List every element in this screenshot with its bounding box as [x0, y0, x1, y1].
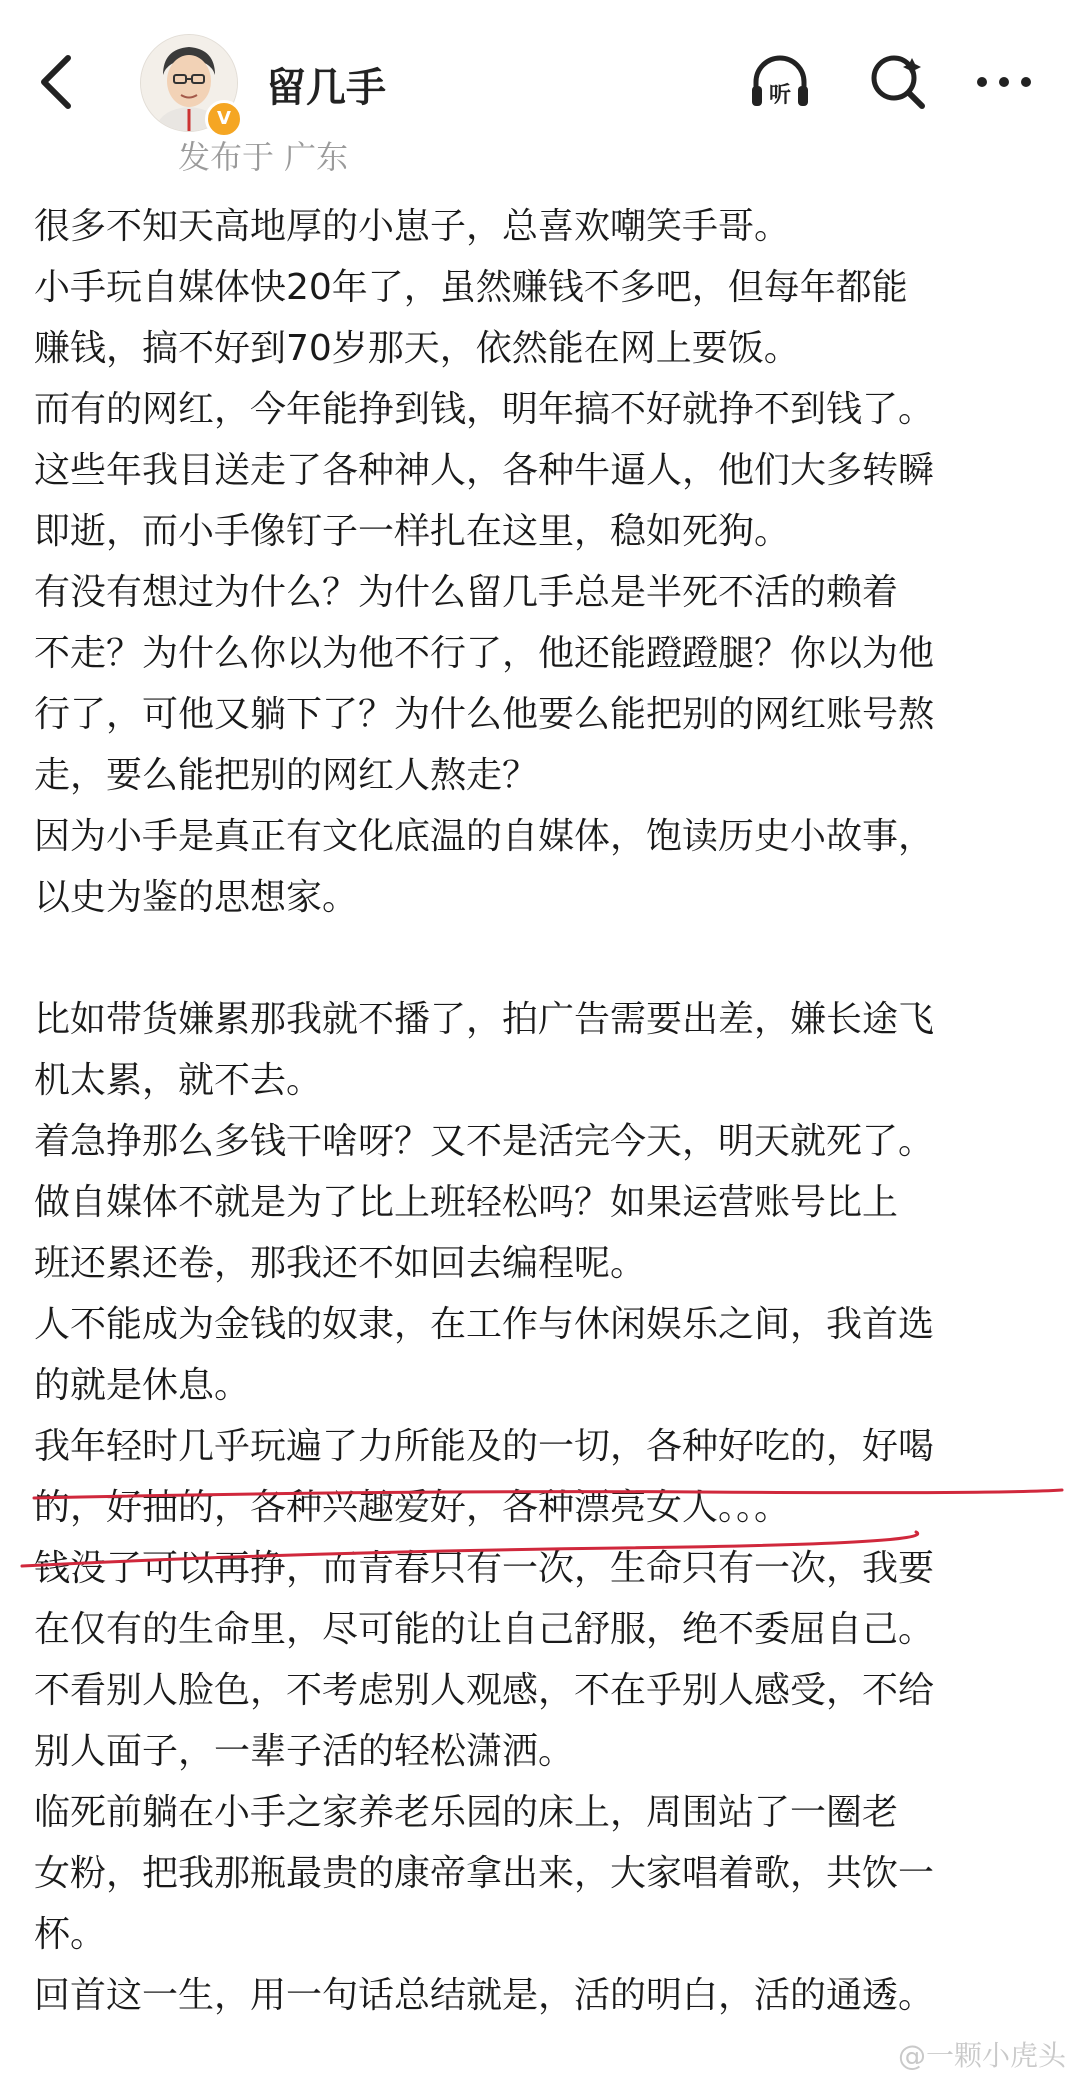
post-text-line: 行了，可他又躺下了？为什么他要么能把别的网红账号熬 — [34, 694, 935, 735]
post-text-line: 回首这一生，用一句话总结就是，活的明白，活的通透。 — [34, 1975, 935, 2016]
publish-location: 发布于 广东 — [178, 138, 349, 176]
post-text-line: 赚钱，搞不好到70岁那天，依然能在网上要饭。 — [34, 328, 800, 369]
username[interactable]: 留几手 — [266, 65, 386, 111]
back-arrow-icon[interactable] — [36, 52, 76, 112]
verified-badge-icon: V — [205, 100, 243, 138]
post-text-line: 而有的网红，今年能挣到钱，明年搞不好就挣不到钱了。 — [34, 389, 935, 430]
more-options-icon[interactable] — [972, 50, 1036, 114]
paragraph-spacer — [34, 928, 1054, 989]
post-text-line: 走，要么能把别的网红人熬走？ — [34, 755, 539, 796]
post-text-line: 机太累，就不去。 — [34, 1060, 323, 1101]
post-text-line: 女粉，把我那瓶最贵的康帝拿出来，大家唱着歌，共饮一 — [34, 1853, 935, 1894]
post-text-line: 人不能成为金钱的奴隶，在工作与休闲娱乐之间，我首选 — [34, 1304, 935, 1345]
post-text-line: 的就是休息。 — [34, 1365, 251, 1406]
post-text-line: 临死前躺在小手之家养老乐园的床上，周围站了一圈老 — [34, 1792, 899, 1833]
listen-headphones-icon[interactable] — [748, 50, 812, 114]
post-text-line: 我年轻时几乎玩遍了力所能及的一切，各种好吃的，好喝 — [34, 1426, 935, 1467]
post-text-line: 着急挣那么多钱干啥呀？又不是活完今天，明天就死了。 — [34, 1121, 935, 1162]
listen-label: 听 — [768, 83, 792, 108]
watermark: @一颗小虎头 — [897, 2039, 1066, 2072]
post-text-line: 有没有想过为什么？为什么留几手总是半死不活的赖着 — [34, 572, 899, 613]
post-header — [0, 0, 1080, 175]
post-text-line: 很多不知天高地厚的小崽子，总喜欢嘲笑手哥。 — [34, 206, 791, 247]
post-text-line: 别人面子，一辈子活的轻松潇洒。 — [34, 1731, 575, 1772]
post-text-line: 杯。 — [34, 1914, 107, 1955]
post-text-line: 这些年我目送走了各种神人，各种牛逼人，他们大多转瞬 — [34, 450, 935, 491]
post-text-line: 不走？为什么你以为他不行了，他还能蹬蹬腿？你以为他 — [34, 633, 935, 674]
post-text-line: 小手玩自媒体快20年了，虽然赚钱不多吧，但每年都能 — [34, 267, 908, 308]
search-icon[interactable] — [866, 50, 930, 114]
post-body — [34, 196, 1054, 2026]
post-text-line: 的，好抽的，各种兴趣爱好，各种漂亮女人。。。 — [34, 1487, 791, 1528]
post-text-line: 因为小手是真正有文化底温的自媒体，饱读历史小故事， — [34, 816, 935, 857]
post-text-line: 以史为鉴的思想家。 — [34, 877, 359, 918]
post-text-line: 在仅有的生命里，尽可能的让自己舒服，绝不委屈自己。 — [34, 1609, 935, 1650]
post-text-line: 即逝，而小手像钉子一样扎在这里，稳如死狗。 — [34, 511, 791, 552]
post-text-line: 比如带货嫌累那我就不播了，拍广告需要出差，嫌长途飞 — [34, 999, 935, 1040]
post-text-line: 做自媒体不就是为了比上班轻松吗？如果运营账号比上 — [34, 1182, 899, 1223]
post-text-line: 班还累还卷，那我还不如回去编程呢。 — [34, 1243, 647, 1284]
post-text-line: 钱没了可以再挣，而青春只有一次，生命只有一次，我要 — [34, 1548, 935, 1589]
post-text-line: 不看别人脸色，不考虑别人观感，不在乎别人感受，不给 — [34, 1670, 935, 1711]
